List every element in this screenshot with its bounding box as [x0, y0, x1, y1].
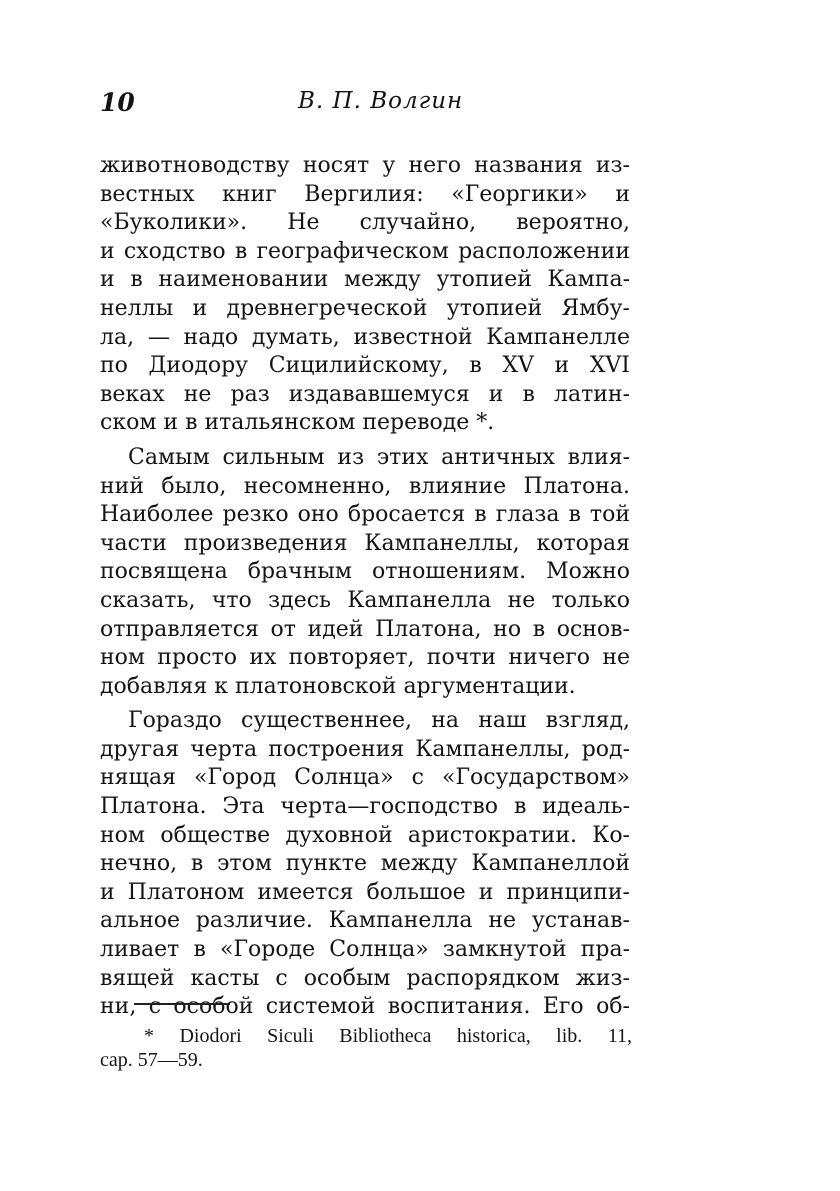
footnote-divider: [134, 1003, 230, 1005]
text-line: «Буколики». Не случайно, вероятно,: [100, 210, 630, 236]
text-line: ском и в итальянском переводе *.: [100, 410, 495, 436]
text-line: нечно, в этом пункте между Кампанеллой: [100, 851, 630, 877]
running-head: В. П. Волгин: [298, 88, 464, 114]
text-line: животноводству носят у него названия из-: [100, 153, 630, 178]
text-line: Наиболее резко оно бросается в глаза в той: [100, 502, 630, 528]
text-line: веках не раз издававшемуся и в латин-: [100, 381, 630, 407]
page-number: 10: [100, 88, 135, 117]
paragraph-3: [100, 707, 630, 1022]
text-line: добавляя к платоновской аргументации.: [100, 673, 576, 699]
text-line: ни, с особой системой воспитания. Его об-: [100, 994, 630, 1020]
text-line: Гораздо существеннее, на наш взгляд,: [128, 708, 630, 734]
text-line: ном просто их повторяет, почти ничего не: [100, 645, 630, 671]
text-line: по Диодору Сицилийскому, в XV и XVI: [100, 353, 630, 379]
page-header: [100, 88, 630, 124]
text-line: сказать, что здесь Кампанелла не только: [100, 587, 630, 613]
footnote: [100, 1024, 632, 1072]
text-line: ном обществе духовной аристократии. Ко-: [100, 822, 630, 848]
text-line: нящая «Город Солнца» с «Государством»: [100, 765, 630, 791]
text-line: и сходство в географическом расположении: [100, 238, 630, 264]
text-line: альное различие. Кампанелла не устанав-: [100, 908, 630, 934]
paragraph-2: [100, 444, 630, 701]
text-line: ла, — надо думать, известной Кампанелле: [100, 324, 630, 350]
footnote-line: cap. 57—59.: [100, 1049, 203, 1071]
text-line: ний было, несомненно, влияние Платона.: [100, 473, 630, 499]
text-line: посвящена брачным отношениям. Можно: [100, 559, 630, 585]
paragraph-1: [100, 152, 630, 438]
footnote-line: * Diodori Siculi Bibliotheca historica, lib. 11,: [144, 1025, 632, 1047]
text-line: вестных книг Вергилия: «Георгики» и: [100, 181, 630, 207]
text-line: вящей касты с особым распорядком жиз-: [100, 965, 630, 991]
text-line: Платона. Эта черта—господство в идеаль-: [100, 794, 630, 820]
text-line: отправляется от идей Платона, но в основ-: [100, 616, 630, 642]
text-line: неллы и древнегреческой утопией Ямбу-: [100, 295, 630, 321]
text-line: другая черта построения Кампанеллы, род-: [100, 736, 630, 762]
body-text: [100, 152, 630, 1022]
text-line: и в наименовании между утопией Кампа-: [100, 267, 630, 293]
text-line: Самым сильным из этих античных влия-: [128, 444, 630, 470]
text-line: ливает в «Городе Солнца» замкнутой пра-: [100, 937, 630, 963]
text-line: части произведения Кампанеллы, которая: [100, 530, 630, 556]
text-line: и Платоном имеется большое и принципи-: [100, 879, 630, 905]
